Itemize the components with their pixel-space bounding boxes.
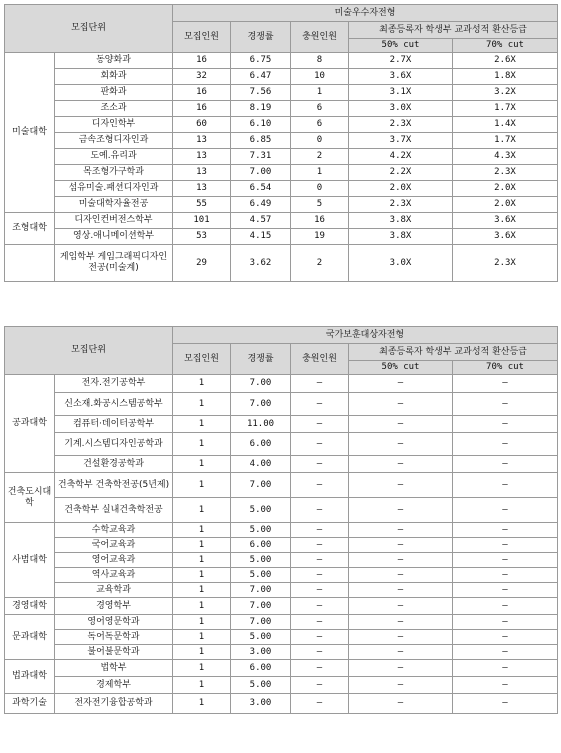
cut50-cell: 4.2X [349,149,453,165]
department-cell: 목조형가구학과 [55,165,173,181]
table-row [5,53,558,69]
recruit-cell: 55 [173,197,231,213]
ratio-cell: 7.56 [231,85,291,101]
cut50-cell: – [349,583,453,598]
cut50-header: 50% cut [349,361,453,375]
cut70-cell: – [453,416,558,433]
cut50-cell: – [349,598,453,615]
department-cell: 디자인학부 [55,117,173,133]
recruit-cell: 1 [173,393,231,416]
cut70-cell: 2.6X [453,53,558,69]
cut50-cell: – [349,473,453,498]
extra-cell: – [291,677,349,694]
recruit-cell: 16 [173,53,231,69]
ratio-cell: 6.00 [231,433,291,456]
cut70-cell: 1.4X [453,117,558,133]
extra-cell: – [291,433,349,456]
recruit-cell: 1 [173,660,231,677]
cut50-cell: – [349,375,453,393]
ratio-cell: 7.00 [231,375,291,393]
cut50-cell: – [349,694,453,714]
recruit-cell: 29 [173,245,231,282]
unit-header: 모집단위 [5,327,173,375]
cut70-cell: – [453,553,558,568]
college-cell: 공과대학 [5,375,55,473]
table-row [5,645,558,660]
recruit-cell: 13 [173,133,231,149]
extra-cell: – [291,523,349,538]
cut70-cell: – [453,583,558,598]
cut70-cell: 2.3X [453,245,558,282]
ratio-cell: 5.00 [231,523,291,538]
ratio-cell: 6.75 [231,53,291,69]
extra-cell: 1 [291,165,349,181]
recruit-cell: 1 [173,615,231,630]
cut70-cell: – [453,694,558,714]
cut50-cell: – [349,523,453,538]
recruit-cell: 1 [173,645,231,660]
cut50-cell: – [349,568,453,583]
cut70-cell: – [453,498,558,523]
table-row [5,538,558,553]
department-cell: 조소과 [55,101,173,117]
department-cell: 판화과 [55,85,173,101]
ratio-cell: 7.00 [231,165,291,181]
cut50-cell: – [349,553,453,568]
ratio-cell: 5.00 [231,498,291,523]
cut50-cell: 3.0X [349,245,453,282]
cut70-header: 70% cut [453,39,558,53]
cut50-cell: – [349,456,453,473]
recruit-cell: 1 [173,630,231,645]
extra-cell: 2 [291,149,349,165]
extra-cell: – [291,645,349,660]
college-cell: 경영대학 [5,598,55,615]
table-row [5,694,558,714]
ratio-cell: 11.00 [231,416,291,433]
department-cell: 기계.시스템디자인공학과 [55,433,173,456]
recruit-cell: 1 [173,375,231,393]
table-row [5,498,558,523]
cut70-header: 70% cut [453,361,558,375]
department-cell: 영어영문학과 [55,615,173,630]
cut50-cell: – [349,416,453,433]
table-row [5,615,558,630]
department-cell: 컴퓨터·데이터공학부 [55,416,173,433]
cut50-cell: 3.8X [349,213,453,229]
recruit-cell: 13 [173,149,231,165]
ratio-cell: 7.00 [231,615,291,630]
recruit-cell: 1 [173,583,231,598]
department-cell: 독어독문학과 [55,630,173,645]
department-cell: 섬유미술.패션디자인과 [55,181,173,197]
cut50-cell: 3.8X [349,229,453,245]
cut70-cell: – [453,568,558,583]
department-cell: 게임학부 게임그래픽디자인전공(미술계) [55,245,173,282]
cut70-cell: – [453,677,558,694]
extra-cell: 0 [291,133,349,149]
recruit-cell: 101 [173,213,231,229]
college-cell: 법과대학 [5,660,55,694]
ratio-header: 경쟁률 [231,344,291,375]
recruit-cell: 1 [173,498,231,523]
table-row [5,473,558,498]
extra-cell: – [291,630,349,645]
ratio-cell: 7.00 [231,583,291,598]
cut70-cell: 2.3X [453,165,558,181]
extra-cell: – [291,598,349,615]
recruit-cell: 13 [173,165,231,181]
grade-header: 최종등록자 학생부 교과성적 환산등급 [349,22,558,39]
recruit-cell: 1 [173,568,231,583]
department-cell: 금속조형디자인과 [55,133,173,149]
table-row [5,677,558,694]
cut70-cell: 2.0X [453,197,558,213]
department-cell: 도예.유리과 [55,149,173,165]
recruit-cell: 1 [173,456,231,473]
cut70-cell: – [453,538,558,553]
college-cell: 건축도시대학 [5,473,55,523]
table-row [5,165,558,181]
cut70-cell: – [453,598,558,615]
ratio-cell: 8.19 [231,101,291,117]
cut70-cell: 2.0X [453,181,558,197]
ratio-cell: 3.00 [231,694,291,714]
ratio-cell: 4.15 [231,229,291,245]
recruit-cell: 1 [173,416,231,433]
extra-cell: – [291,694,349,714]
table-row [5,197,558,213]
cut70-cell: 1.7X [453,133,558,149]
ratio-cell: 5.00 [231,630,291,645]
extra-cell: 19 [291,229,349,245]
recruit-cell: 1 [173,538,231,553]
table-row [5,149,558,165]
table-row [5,433,558,456]
cut50-cell: – [349,645,453,660]
veterans-admission-table [4,326,558,714]
extra-cell: – [291,498,349,523]
unit-header: 모집단위 [5,5,173,53]
table-row [5,117,558,133]
cut50-cell: – [349,660,453,677]
extra-cell: 5 [291,197,349,213]
department-cell: 영상.애니메이션학부 [55,229,173,245]
cut50-cell: – [349,538,453,553]
extra-cell: 6 [291,117,349,133]
recruit-cell: 1 [173,473,231,498]
extra-cell: – [291,375,349,393]
ratio-cell: 7.31 [231,149,291,165]
ratio-header: 경쟁률 [231,22,291,53]
college-cell: 과학기술 [5,694,55,714]
table-row [5,181,558,197]
cut50-cell: – [349,498,453,523]
department-cell: 국어교육과 [55,538,173,553]
department-cell: 영어교육과 [55,553,173,568]
extra-header: 충원인원 [291,22,349,53]
cut50-cell: 3.1X [349,85,453,101]
recruit-cell: 16 [173,85,231,101]
recruit-header: 모집인원 [173,344,231,375]
cut70-cell: 4.3X [453,149,558,165]
cut50-cell: – [349,615,453,630]
college-cell: 미술대학 [5,53,55,213]
cut50-cell: 2.7X [349,53,453,69]
department-cell: 전자전기융합공학과 [55,694,173,714]
department-cell: 신소재.화공시스템공학부 [55,393,173,416]
cut70-cell: – [453,630,558,645]
cut50-cell: 3.0X [349,101,453,117]
cut70-cell: – [453,473,558,498]
ratio-cell: 7.00 [231,598,291,615]
department-cell: 건설환경공학과 [55,456,173,473]
cut50-cell: – [349,433,453,456]
extra-cell: 8 [291,53,349,69]
department-cell: 교육학과 [55,583,173,598]
department-cell: 회화과 [55,69,173,85]
table-row [5,630,558,645]
table-row [5,393,558,416]
department-cell: 경영학부 [55,598,173,615]
department-cell: 미술대학자율전공 [55,197,173,213]
cut70-cell: 3.6X [453,213,558,229]
extra-header: 충원인원 [291,344,349,375]
cut50-cell: 2.3X [349,197,453,213]
table-row [5,598,558,615]
college-cell: 사범대학 [5,523,55,598]
department-cell: 경제학부 [55,677,173,694]
ratio-cell: 6.10 [231,117,291,133]
college-cell [5,245,55,282]
art-admission-table [4,4,558,282]
table-row [5,245,558,282]
grade-header: 최종등록자 학생부 교과성적 환산등급 [349,344,558,361]
cut70-cell: – [453,393,558,416]
cut50-cell: 2.2X [349,165,453,181]
department-cell: 건축학부 실내건축학전공 [55,498,173,523]
recruit-cell: 16 [173,101,231,117]
ratio-cell: 6.85 [231,133,291,149]
table-row [5,69,558,85]
table-row [5,660,558,677]
ratio-cell: 6.54 [231,181,291,197]
table-row [5,213,558,229]
cut50-cell: 2.3X [349,117,453,133]
table-row [5,583,558,598]
ratio-cell: 7.00 [231,473,291,498]
extra-cell: 16 [291,213,349,229]
cut70-cell: 1.8X [453,69,558,85]
cut70-cell: 1.7X [453,101,558,117]
department-cell: 불어불문학과 [55,645,173,660]
ratio-cell: 6.49 [231,197,291,213]
group-header: 국가보훈대상자전형 [173,327,558,344]
recruit-header: 모집인원 [173,22,231,53]
extra-cell: – [291,456,349,473]
recruit-cell: 1 [173,553,231,568]
cut70-cell: – [453,375,558,393]
extra-cell: – [291,416,349,433]
ratio-cell: 3.00 [231,645,291,660]
extra-cell: 10 [291,69,349,85]
department-cell: 디자인컨버전스학부 [55,213,173,229]
cut50-cell: 3.7X [349,133,453,149]
extra-cell: – [291,568,349,583]
table-row [5,553,558,568]
ratio-cell: 4.57 [231,213,291,229]
cut70-cell: – [453,660,558,677]
department-cell: 전자.전기공학부 [55,375,173,393]
recruit-cell: 32 [173,69,231,85]
extra-cell: – [291,553,349,568]
department-cell: 건축학부 건축학전공(5년제) [55,473,173,498]
extra-cell: – [291,615,349,630]
table-row [5,416,558,433]
cut50-header: 50% cut [349,39,453,53]
recruit-cell: 60 [173,117,231,133]
ratio-cell: 4.00 [231,456,291,473]
cut70-cell: – [453,615,558,630]
extra-cell: – [291,660,349,677]
extra-cell: 0 [291,181,349,197]
ratio-cell: 6.00 [231,538,291,553]
department-cell: 법학부 [55,660,173,677]
cut70-cell: – [453,456,558,473]
cut70-cell: – [453,645,558,660]
table-row [5,101,558,117]
ratio-cell: 5.00 [231,677,291,694]
cut50-cell: 3.6X [349,69,453,85]
extra-cell: 6 [291,101,349,117]
cut70-cell: – [453,523,558,538]
extra-cell: – [291,538,349,553]
recruit-cell: 53 [173,229,231,245]
recruit-cell: 1 [173,523,231,538]
extra-cell: – [291,473,349,498]
ratio-cell: 3.62 [231,245,291,282]
department-cell: 역사교육과 [55,568,173,583]
recruit-cell: 1 [173,433,231,456]
recruit-cell: 13 [173,181,231,197]
table-row [5,375,558,393]
table-row [5,133,558,149]
ratio-cell: 5.00 [231,568,291,583]
table-row [5,568,558,583]
group-header: 미술우수자전형 [173,5,558,22]
table-row [5,229,558,245]
cut50-cell: – [349,393,453,416]
extra-cell: 2 [291,245,349,282]
college-cell: 문과대학 [5,615,55,660]
cut70-cell: 3.2X [453,85,558,101]
ratio-cell: 7.00 [231,393,291,416]
college-cell: 조형대학 [5,213,55,245]
ratio-cell: 6.47 [231,69,291,85]
extra-cell: – [291,393,349,416]
cut70-cell: 3.6X [453,229,558,245]
recruit-cell: 1 [173,694,231,714]
ratio-cell: 6.00 [231,660,291,677]
cut50-cell: 2.0X [349,181,453,197]
recruit-cell: 1 [173,677,231,694]
department-cell: 수학교육과 [55,523,173,538]
table-row [5,85,558,101]
cut50-cell: – [349,630,453,645]
table-row [5,456,558,473]
ratio-cell: 5.00 [231,553,291,568]
extra-cell: – [291,583,349,598]
recruit-cell: 1 [173,598,231,615]
extra-cell: 1 [291,85,349,101]
cut50-cell: – [349,677,453,694]
department-cell: 동양화과 [55,53,173,69]
table-row [5,523,558,538]
cut70-cell: – [453,433,558,456]
